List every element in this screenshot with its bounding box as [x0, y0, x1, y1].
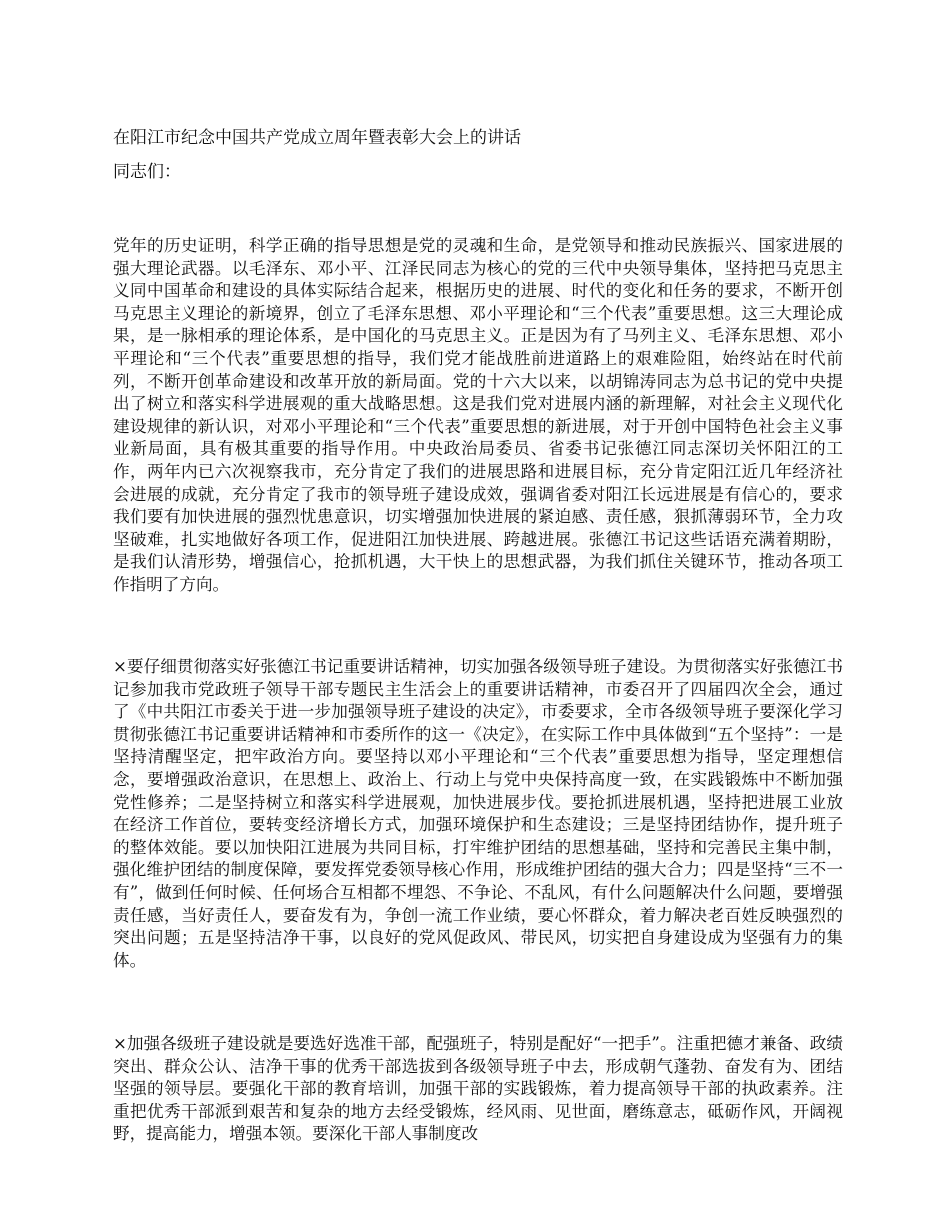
body-paragraph: 党年的历史证明，科学正确的指导思想是党的灵魂和生命，是党领导和推动民族振兴、国家进展的强大理论武器。以毛泽东、邓小平、江泽民同志为核心的党的三代中央领导集体，坚持把马克思主义同中国革命和建设的具体实际结合起来，根据历史的进展、时代的变化和任务的要求，不断开创马克思主义理论的新境界，创立了毛泽东思想、邓小平理论和“三个代表”重要思想。这三大理论成果，是一脉相承的理论体系，是中国化的马克思主义。正是因为有了马列主义、毛泽东思想、邓小平理论和“三个代表”重要思想的指导，我们党才能战胜前进道路上的艰难险阻，始终站在时代前列，不断开创革命建设和改革开放的新局面。党的十六大以来，以胡锦涛同志为总书记的党中央提出了树立和落实科学进展观的重大战略思想。这是我们党对进展内涵的新理解，对社会主义现代化建设规律的新认识，对邓小平理论和“三个代表”重要思想的新进展，对于开创中国特色社会主义事业新局面，具有极其重要的指导作用。中央政治局委员、省委书记张德江同志深切关怀阳江的工作，两年内已六次视察我市，充分肯定了我们的进展思路和进展目标，充分肯定阳江近几年经济社会进展的成就，充分肯定了我市的领导班子建设成效，强调省委对阳江长远进展是有信心的，要求我们要有加快进展的强烈忧患意识，切实增强加快进展的紧迫感、责任感，狠抓薄弱环节，全力攻坚破难，扎实地做好各项工作，促进阳江加快进展、跨越进展。张德江书记这些话语充满着期盼，是我们认清形势，增强信心，抢抓机遇，大干快上的思想武器，为我们抓住关键环节，推动各项工作指明了方向。: [113, 236, 843, 594]
body-paragraph: ×加强各级班子建设就是要选好选准干部，配强班子，特别是配好“一把手”。注重把德才兼备、政绩突出、群众公认、洁净干事的优秀干部选拔到各级领导班子中去，形成朝气蓬勃、奋发有为、团结坚强的领导层。要强化干部的教育培训，加强干部的实践锻炼，着力提高领导干部的执政素养。注重把优秀干部派到艰苦和复杂的地方去经受锻炼，经风雨、见世面，磨练意志，砥砺作风，开阔视野，提高能力，增强本领。要深化干部人事制度改: [113, 1034, 843, 1144]
salutation: 同志们：: [113, 162, 181, 182]
document-title: 在阳江市纪念中国共产党成立周年暨表彰大会上的讲话: [113, 128, 521, 148]
body-paragraph: ×要仔细贯彻落实好张德江书记重要讲话精神，切实加强各级领导班子建设。为贯彻落实好张德江书记参加我市党政班子领导干部专题民主生活会上的重要讲话精神，市委召开了四届四次全会，通过了《中共阳江市委关于进一步加强领导班子建设的决定》，市委要求，全市各级领导班子要深化学习贯彻张德江书记重要讲话精神和市委所作的这一《决定》，在实际工作中具体做到“五个坚持”：一是坚持清醒坚定，把牢政治方向。要坚持以邓小平理论和“三个代表”重要思想为指导，坚定理想信念，要增强政治意识，在思想上、政治上、行动上与党中央保持高度一致，在实践锻炼中不断加强党性修养；二是坚持树立和落实科学进展观，加快进展步伐。要抢抓进展机遇，坚持把进展工业放在经济工作首位，要转变经济增长方式，加强环境保护和生态建设；三是坚持团结协作，提升班子的整体效能。要以加快阳江进展为共同目标，打牢维护团结的思想基础，坚持和完善民主集中制，强化维护团结的制度保障，要发挥党委领导核心作用，形成维护团结的强大合力；四是坚持“三不一有”，做到任何时候、任何场合互相都不埋怨、不争论、不乱风，有什么问题解决什么问题，要增强责任感，当好责任人，要奋发有为，争创一流工作业绩，要心怀群众，着力解决老百姓反映强烈的突出问题；五是坚持洁净干事，以良好的党风促政风、带民风，切实把自身建设成为坚强有力的集体。: [113, 657, 843, 970]
